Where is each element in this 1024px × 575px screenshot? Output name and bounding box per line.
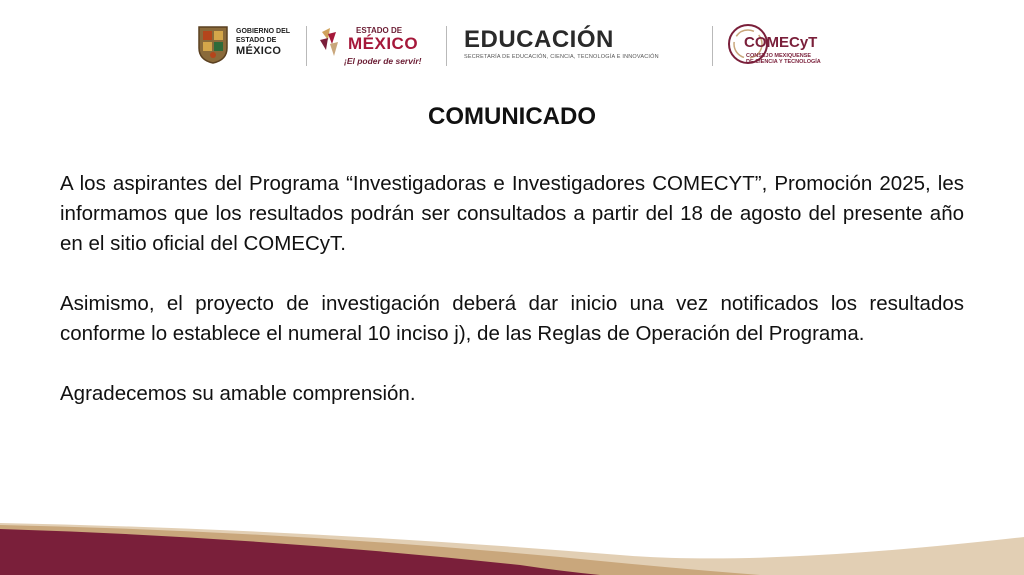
paragraph-project-start: Asimismo, el proyecto de investigación deberá dar inicio una vez notificados los resultados conforme lo establece el numeral 10 inciso j), de las Reglas de Operación del Programa. — [60, 292, 964, 345]
gobierno-estado-mexico-logo — [196, 18, 296, 74]
decorative-footer-wave — [0, 515, 1024, 575]
gobierno-logo-text — [236, 28, 298, 58]
logo-separator — [712, 26, 713, 66]
comecyt-logo — [726, 18, 836, 74]
comecyt-subtitle — [746, 53, 821, 65]
logo-separator — [306, 26, 307, 66]
educacion-logo — [464, 18, 704, 74]
gobierno-line3: MÉXICO — [236, 45, 282, 57]
paragraph-results: A los aspirantes del Programa “Investigadoras e Investigadores COMECYT”, Promoción 2025, les informamos que los resultados podrán ser consultados a partir del 18 de agosto del presente año en el sitio oficial del COMECyT. — [60, 172, 964, 255]
estado-main-label: MÉXICO — [348, 34, 419, 53]
educacion-subtitle: SECRETARÍA DE EDUCACIÓN, CIENCIA, TECNOLOGÍA E INNOVACIÓN — [464, 54, 659, 60]
paragraph-thanks: Agradecemos su amable comprensión. — [60, 382, 416, 405]
educacion-title: EDUCACIÓN — [464, 26, 614, 53]
communique-body — [60, 169, 964, 439]
estado-tagline: ¡El poder de servir! — [344, 56, 422, 66]
page-title: COMUNICADO — [428, 103, 596, 130]
comecyt-sub-line2: DE CIENCIA Y TECNOLOGÍA — [746, 59, 821, 65]
gobierno-line1: GOBIERNO DEL — [236, 28, 291, 35]
header-logos — [0, 18, 1024, 74]
gobierno-line2: ESTADO DE — [236, 36, 277, 44]
comecyt-title: COMECyT — [744, 34, 818, 51]
estado-de-mexico-logo — [318, 18, 436, 74]
comecyt-sub-line1: CONSEJO MEXIQUENSE — [746, 53, 812, 59]
coat-of-arms-icon — [196, 24, 230, 64]
logo-separator — [446, 26, 447, 66]
estado-emblem-icon — [318, 26, 350, 60]
estado-top-label: ESTADO DE — [356, 26, 403, 35]
